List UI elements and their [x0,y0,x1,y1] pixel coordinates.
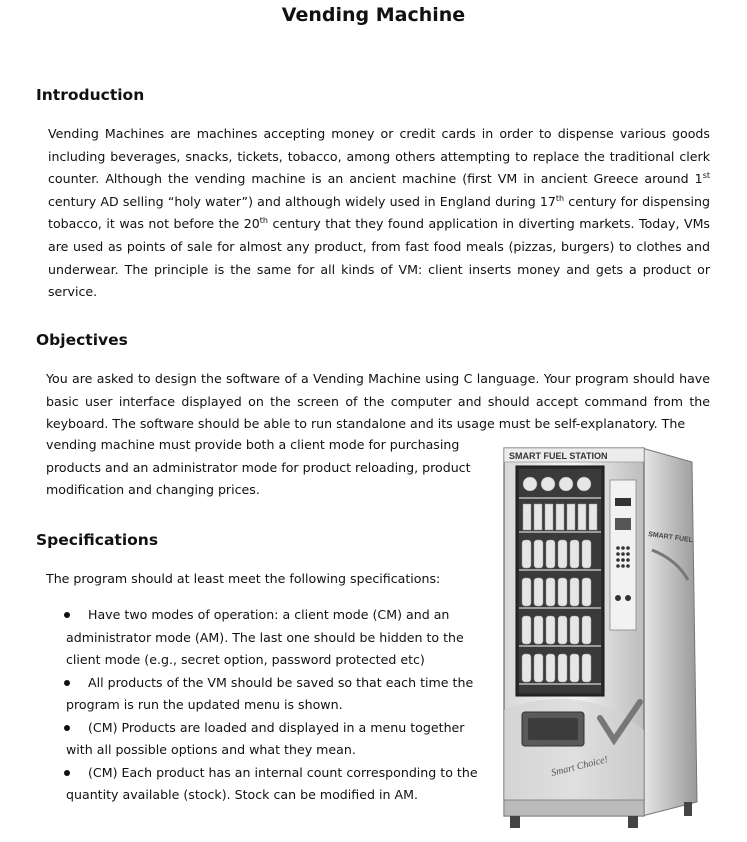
introduction-paragraph [48,123,710,304]
bullet-icon [64,612,70,618]
vending-machine-image [492,440,710,830]
side-logo: SMART FUEL [647,531,694,545]
list-item-text: (CM) Each product has an internal count corresponding to the quantity available (stock). Stock can be modified in AM. [66,764,478,802]
intro-text-4: century that they found application in diverting markets. Today, VMs are used as points of sale for almost any product, from fast food meals (pizzas, burgers) to clothes and underwear. The principle is the same for all kinds of VM: client inserts money and gets a product or service. [48,216,710,300]
objectives-paragraph-narrow [46,434,488,502]
objectives-text-full: You are asked to design the software of a Vending Machine using C language. Your program should have basic user interface displayed on the screen of the computer and should accept command from the keyboard. The software should be able to run standalone and its usage must be self-explanatory. The [46,371,710,432]
intro-sup-3: th [259,216,269,226]
bullet-icon [64,725,70,731]
intro-text-1: Vending Machines are machines accepting money or credit cards in order to dispense various goods including beverages, snacks, tickets, tobacco, among others attempting to replace the traditional clerk counter. Although the vending machine is an ancient machine (first VM in ancient Greece around 1 [48,126,710,187]
brand-label: SMART FUEL STATION [509,451,608,461]
objectives-heading: Objectives [36,331,128,349]
objectives-paragraph-full [46,368,710,436]
list-item [66,717,486,762]
intro-text-3: century for dispensing tobacco, it was not before the 20 [48,193,710,232]
list-item [66,672,486,717]
list-item [66,604,486,672]
intro-sup-2: th [555,193,565,203]
intro-text-2: century AD selling “holy water”) and although widely used in England during 17 [48,193,556,209]
page-title: Vending Machine [281,4,466,26]
list-item-text: Have two modes of operation: a client mode (CM) and an administrator mode (AM). The last one should be hidden to the client mode (e.g., secret option, password protected etc) [66,607,464,667]
list-item [66,762,486,807]
specifications-list [66,604,486,807]
list-item-text: (CM) Products are loaded and displayed in a menu together with all possible options and what they mean. [66,719,465,757]
introduction-heading: Introduction [36,86,145,104]
objectives-text-narrow: vending machine must provide both a client mode for purchasing products and an administrator mode for product reloading, product modification and changing prices. [46,437,471,498]
bullet-icon [64,680,70,686]
specifications-intro: The program should at least meet the following specifications: [46,571,441,586]
list-item-text: All products of the VM should be saved so that each time the program is run the updated menu is shown. [66,674,474,712]
intro-sup-1: st [702,171,710,180]
specifications-heading: Specifications [36,531,159,549]
bullet-icon [64,770,70,776]
slogan: Smart Choice! [550,754,610,779]
